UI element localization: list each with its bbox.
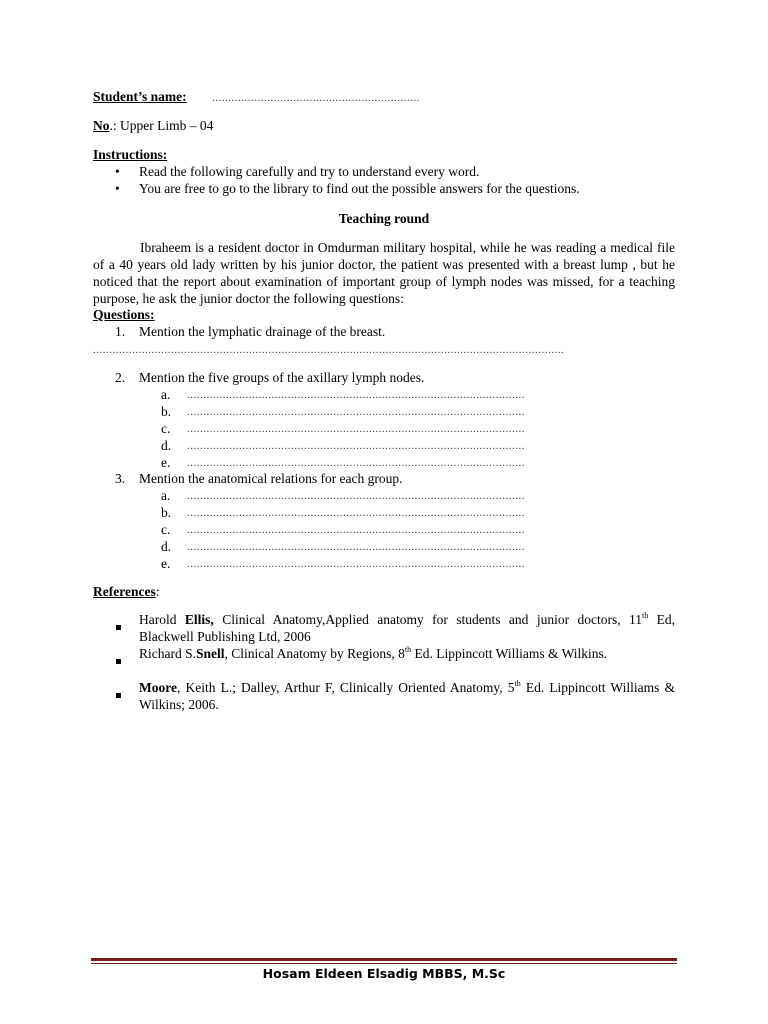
question-number: 3. bbox=[115, 471, 126, 486]
answer-line: ........................................................................................................ bbox=[187, 541, 525, 553]
answer-line: ........................................................................................................ bbox=[187, 524, 525, 536]
reference-bullet-icon bbox=[116, 617, 121, 635]
scenario-paragraph: Ibraheem is a resident doctor in Omdurman military hospital, while he was reading a medical file of a 40 years old lady written by his junior doctor, the patient was presented with a breast lump , but he noticed that the report about examination of important group of lymph nodes was missed, for a teaching purpose, he ask the junior doctor the following questions: bbox=[93, 240, 675, 306]
reference-superscript: th bbox=[404, 645, 412, 654]
reference-item bbox=[139, 611, 675, 645]
sub-item-label: d. bbox=[161, 539, 172, 554]
footer-rule-thick bbox=[91, 958, 677, 961]
answer-line: ........................................................................................................ bbox=[187, 490, 525, 502]
student-name-label: Student’s name: bbox=[93, 89, 187, 104]
section-title: Teaching round bbox=[338, 211, 430, 226]
reference-text: Ed. Lippincott Williams & Wilkins. bbox=[411, 646, 608, 661]
number-value: .: Upper Limb – 04 bbox=[109, 118, 214, 133]
answer-line: ........................................................................................................ bbox=[187, 440, 525, 452]
reference-item bbox=[139, 645, 675, 662]
question-number: 2. bbox=[115, 370, 126, 385]
sub-item-label: c. bbox=[161, 421, 171, 436]
reference-text: Harold bbox=[139, 612, 185, 627]
reference-text: Ed, Blackwell Publishing Ltd, 2006 bbox=[139, 612, 676, 644]
reference-text: Clinical Anatomy,Applied anatomy for students and junior doctors, 11 bbox=[213, 612, 642, 627]
reference-superscript: th bbox=[514, 679, 521, 688]
references-colon: : bbox=[155, 584, 160, 599]
footer-author: Hosam Eldeen Elsadig MBBS, M.Sc bbox=[262, 966, 506, 981]
reference-text: Ed. Lippincott Williams & Wilkins; 2006. bbox=[139, 680, 675, 712]
reference-bullet-icon bbox=[116, 651, 121, 669]
question-1-answer-line: ................................................................................................................................................. bbox=[93, 344, 565, 356]
sub-item-label: a. bbox=[161, 488, 171, 503]
sub-item-label: c. bbox=[161, 522, 171, 537]
reference-bullet-icon bbox=[116, 685, 121, 703]
answer-line: ........................................................................................................ bbox=[187, 406, 525, 418]
sub-item-label: b. bbox=[161, 404, 172, 419]
instruction-item: You are free to go to the library to find out the possible answers for the questions. bbox=[139, 181, 580, 196]
answer-line: ........................................................................................................ bbox=[187, 389, 525, 401]
reference-author: Moore bbox=[139, 680, 177, 695]
answer-line: ........................................................................................................ bbox=[187, 423, 525, 435]
question-1-text: Mention the lymphatic drainage of the breast. bbox=[139, 324, 386, 339]
sub-item-label: e. bbox=[161, 455, 171, 470]
student-name-blank: ................................................................ bbox=[212, 92, 420, 104]
instructions-heading: Instructions: bbox=[93, 147, 168, 162]
reference-text: , Clinical Anatomy by Regions, 8 bbox=[224, 646, 405, 661]
reference-item bbox=[139, 679, 675, 713]
question-3-text: Mention the anatomical relations for each group. bbox=[139, 471, 403, 486]
question-number: 1. bbox=[115, 324, 126, 339]
sub-item-label: b. bbox=[161, 505, 172, 520]
reference-author: Snell bbox=[196, 646, 225, 661]
sub-item-label: a. bbox=[161, 387, 171, 402]
sub-item-label: d. bbox=[161, 438, 172, 453]
answer-line: ........................................................................................................ bbox=[187, 457, 525, 469]
footer-rule-thin bbox=[91, 963, 677, 964]
instruction-item: Read the following carefully and try to understand every word. bbox=[139, 164, 480, 179]
reference-text: , Keith L.; Dalley, Arthur F, Clinically Oriented Anatomy, 5 bbox=[176, 680, 515, 695]
references-heading bbox=[93, 583, 159, 600]
question-2-text: Mention the five groups of the axillary lymph nodes. bbox=[139, 370, 425, 385]
number-label: No bbox=[93, 118, 110, 133]
instruction-bullet-icon: • bbox=[115, 181, 120, 196]
answer-line: ........................................................................................................ bbox=[187, 558, 525, 570]
reference-superscript: th bbox=[642, 611, 649, 620]
worksheet-number bbox=[93, 117, 213, 134]
references-label: References bbox=[93, 584, 156, 599]
reference-text: Richard S. bbox=[139, 646, 196, 661]
questions-heading: Questions: bbox=[93, 307, 155, 322]
reference-author: Ellis, bbox=[184, 612, 214, 627]
sub-item-label: e. bbox=[161, 556, 171, 571]
answer-line: ........................................................................................................ bbox=[187, 507, 525, 519]
instruction-bullet-icon: • bbox=[115, 164, 120, 179]
